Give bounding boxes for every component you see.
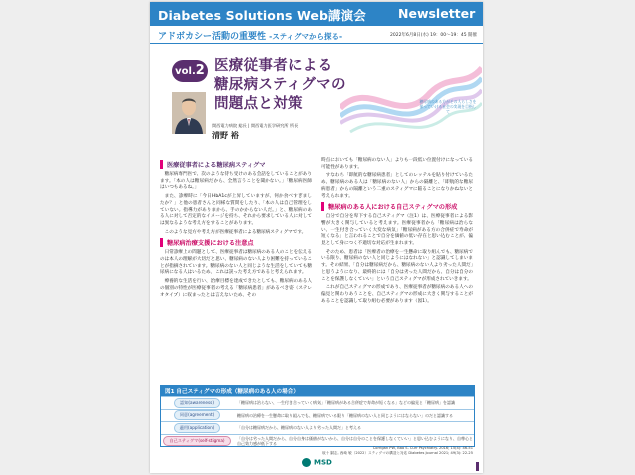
figure-row-label: 同意(agreement) xyxy=(174,410,221,420)
paragraph: このような見方や考え方が医療従事者による糖尿病スティグマです。 xyxy=(164,229,307,235)
volume-badge xyxy=(172,60,208,82)
figure-row-awareness xyxy=(161,396,474,409)
paragraph: 自分で自分を卑下する自己スティグマ（注1）は、医療従事者による影響が大きく関与していると考えます。医療従事者から「糖尿病は治らない、一生付き合っていく大変な病気」「糖尿病がある方の合併症で寿命が短くなる」と言われることで自分を価値の低い存在と思い込むことが、偏見として身につく不適切な対応が生まれます。 xyxy=(321,214,473,247)
volume-prefix: vol. xyxy=(175,66,196,77)
event-date: 2022年6月8日(水) 19：00～19：45 開催 xyxy=(390,33,477,38)
figure-row-label: 自己スティグマ(self-stigma) xyxy=(163,436,230,446)
figure-row-description: 「自分は劣った人間だから、自分自身は価値がないから、自分は自分のことを保護しなくていい」と思い込むようになり、自尊心と自己効力感が低下する xyxy=(237,435,473,446)
subtitle-main: アドボカシー活動の重要性 xyxy=(158,32,267,42)
figure-row-description: 「自分は糖尿病だから、糖尿病のない人より劣った人間だ」と考える xyxy=(237,425,361,431)
author-affiliation: 関西電力病院 総長 | 関西電力医学研究所 所長 xyxy=(212,123,299,128)
brand-logo xyxy=(302,458,332,467)
volume-number: 2 xyxy=(195,63,205,78)
paragraph: そのため、患者は「医療者の治療を一生懸命に取り組んでも、糖尿病でいる限り、糖尿病のない人と同じようにはなれない」と認識してしまいます。その結果、「自分は糖尿病だから、糖尿病のない人より劣った人間だ」と思うようになり、最終的には「自分は劣った人間だから、自分は自分のことを保護しなくていい」という自己スティグマが形成されていきます。 xyxy=(321,249,473,282)
paragraph: 時点においても「糖尿病のない人」よりも一段低い位置付けになっている可能性があります。 xyxy=(321,158,473,170)
author-portrait-illustration xyxy=(172,92,206,134)
citation-line: 坂十 嗣志, 西崎 敏（2022）スティグマの構造と対応 Diabetes Journal 2021; 49(3): 22-25 xyxy=(322,450,473,455)
hero-section xyxy=(150,44,483,144)
banner-newsletter-label: Newsletter xyxy=(398,6,476,21)
paragraph: すなわち「即航的な糖尿病患者」としてのレッテルを貼り付けているため、糖尿病のある人は「糖尿病のない人」からの隔離と、「即航的な糖尿病患者」からの隔離という二重のスティグマに陥ることになりかねないと考えられます。 xyxy=(321,173,473,199)
header-banner xyxy=(150,2,483,26)
figure-row-description: 糖尿病の治療を一生懸命に取り組んでも、糖尿病でいる限り「糖尿病のない人と同じようにはならない」のだと認識する xyxy=(237,412,453,418)
figure-row-self-stigma xyxy=(161,434,474,447)
citation-line: Corrigan PW, Bao S. Curr Psychiatry. 2016; 15(4): 46-51 xyxy=(372,446,473,450)
hero-title-line2: 糖尿病スティグマの xyxy=(214,77,346,93)
paragraph: 日常診療上の問題として、医療従事者は糖尿病のある人のことを伝えるのは本人の理解が大切だと思い、糖尿病のない人より困難を持っていることが指摘されています。糖尿病のない人と同じような生活をしていても糖尿病になる人はいるため、これは誤った考え方であると考えられます。 xyxy=(160,250,312,276)
subtitle-bar xyxy=(150,26,483,44)
figure-row-application xyxy=(161,421,474,434)
newsletter-page xyxy=(150,2,483,473)
figure-row-description: 「糖尿病は治らない、一生付き合っていく病気」「糖尿病がある合併症で寿命が短くなる」などの偏見と「糖尿病」を認識 xyxy=(237,400,455,406)
msd-logo-icon xyxy=(302,458,311,467)
hero-title-line3: 問題点と対策 xyxy=(214,96,303,112)
paragraph: これが自己スティグマの形成であり、医療従事者が糖尿病のある人への偏見と関わりあうことを、自己スティグマの形成に大きく関与することがあることを認識して取り組む必要があります（図1）。 xyxy=(321,285,473,304)
hero-side-note: 糖尿病のある方がその人らしさを保っていける社会の実現を目指して xyxy=(419,99,477,114)
self-stigma-figure xyxy=(160,385,475,447)
right-column xyxy=(321,158,473,307)
paragraph: また、診療時に「今日HbA1cが上昇していますが、何か食べすぎましたか？」と他の患者さんと同様な質問をしたり、「本の人は自己管理をしていない。指導力がありまから、手のかからない人だ。」と、糖尿病のある人に対して否定的なイメージを持ち、それから要求している人に対しては異なるような考え方をすることがあります。 xyxy=(160,194,312,226)
section-heading-staff-stigma: 医療従事者による糖尿病スティグマ xyxy=(160,160,312,169)
left-column xyxy=(160,158,312,301)
banner-title: Diabetes Solutions Web講演会 xyxy=(158,8,366,23)
citation xyxy=(322,446,473,455)
paragraph: 療養的な生活を行い、治療目標を達成できたとしても、糖尿病のある人の個別の特性が医療従事者の考える「糖尿病患者」があるべき姿（ステレオタイプ）に収まったとは言えないため、その xyxy=(160,279,312,298)
section-heading-treatment-notes: 糖尿病治療支援における注意点 xyxy=(160,238,312,247)
figure-row-label: 適用(application) xyxy=(174,423,221,433)
subtitle-text xyxy=(158,29,342,42)
paragraph: 糖尿病専門医で、次のような待ち受けのある会話をしていることがあります。「本の人は糖尿病だから、全然言うことを聞かない。」「糖尿病医師はいつもあるね。」 xyxy=(160,172,312,191)
page-edge-marker xyxy=(476,462,479,471)
figure-row-label: 認知(awareness) xyxy=(174,398,220,408)
brand-name: MSD xyxy=(314,458,332,467)
section-heading-self-stigma: 糖尿病のある人における自己スティグマの形成 xyxy=(321,202,473,211)
wave-ribbon-illustration xyxy=(340,48,482,142)
hero-title-line1: 医療従事者による xyxy=(214,58,333,74)
subtitle-sub: -スティグマから探る- xyxy=(269,32,343,41)
figure-row-agreement xyxy=(161,409,474,422)
author-name: 清野 裕 xyxy=(212,131,239,140)
figure-title: 図1 自己スティグマの形成（糖尿病のある人の場合） xyxy=(161,386,474,396)
author-photo xyxy=(172,92,206,134)
